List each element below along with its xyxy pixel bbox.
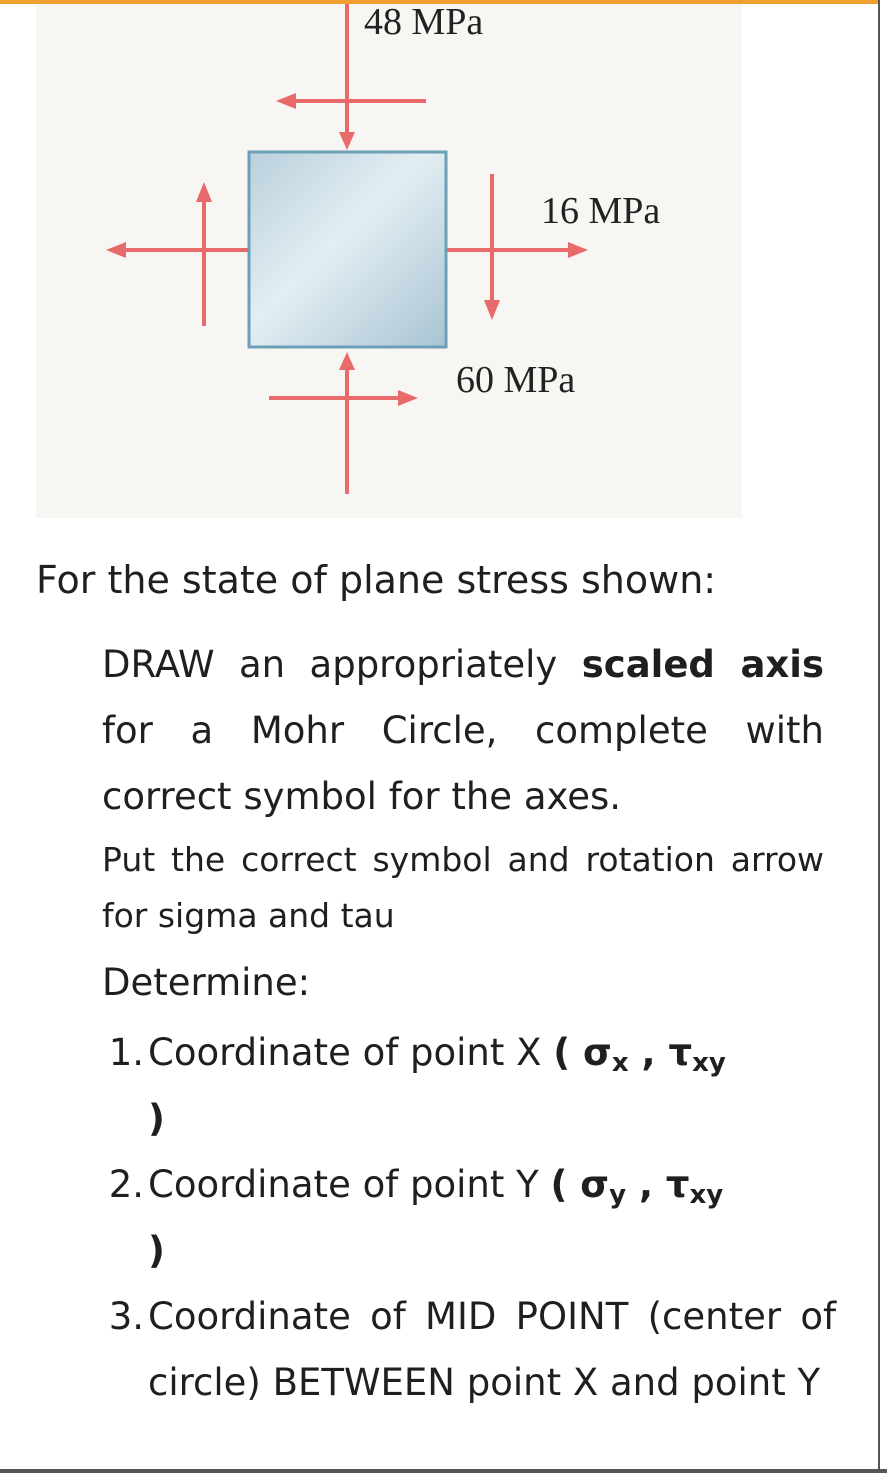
bottom-border: [0, 1469, 887, 1473]
stress-diagram: [36, 4, 742, 518]
list-number: 3.: [108, 1295, 144, 1338]
problem-text: [36, 548, 836, 1416]
draw-instruction: [102, 632, 824, 830]
list-item: [36, 1152, 836, 1284]
list-number: 2.: [108, 1163, 144, 1206]
sigma-subscript: y: [609, 1180, 627, 1210]
item-text: Coordinate of point Y: [148, 1163, 551, 1206]
tau-subscript: xy: [689, 1180, 724, 1210]
tau-symbol: , τ: [626, 1163, 690, 1206]
tau-symbol: , τ: [628, 1031, 693, 1074]
determine-label: Determine:: [102, 961, 311, 1004]
sigma-open: ( σ: [550, 1163, 610, 1206]
sigma-open: ( σ: [553, 1031, 612, 1074]
label-shear-stress: 16 MPa: [541, 190, 661, 232]
draw-text-bold: scaled axis: [581, 643, 824, 686]
symbol-note: Put the correct symbol and rotation arrow for sigma and tau: [102, 840, 824, 935]
stress-element: [249, 152, 446, 347]
list-item: [36, 1020, 836, 1152]
item-text: Coordinate of point X: [148, 1031, 554, 1074]
label-top-stress: 48 MPa: [364, 4, 484, 43]
close-paren: ): [148, 1229, 165, 1272]
intro-line: For the state of plane stress shown:: [36, 558, 717, 602]
list-item: [36, 1284, 836, 1416]
tau-subscript: xy: [692, 1048, 726, 1078]
draw-text-pre: DRAW an appropriately: [102, 643, 582, 686]
stress-element-figure: [36, 4, 742, 518]
list-number: 1.: [108, 1031, 144, 1074]
item-text: Coordinate of MID POINT (center of circle) BETWEEN point X and point Y: [148, 1295, 836, 1404]
draw-text-post: for a Mohr Circle, complete with correct symbol for the axes.: [102, 709, 824, 818]
sigma-subscript: x: [611, 1048, 629, 1078]
close-paren: ): [148, 1097, 165, 1140]
right-border: [878, 0, 880, 1473]
determine-list: [36, 1020, 836, 1416]
label-bottom-stress: 60 MPa: [456, 359, 576, 401]
